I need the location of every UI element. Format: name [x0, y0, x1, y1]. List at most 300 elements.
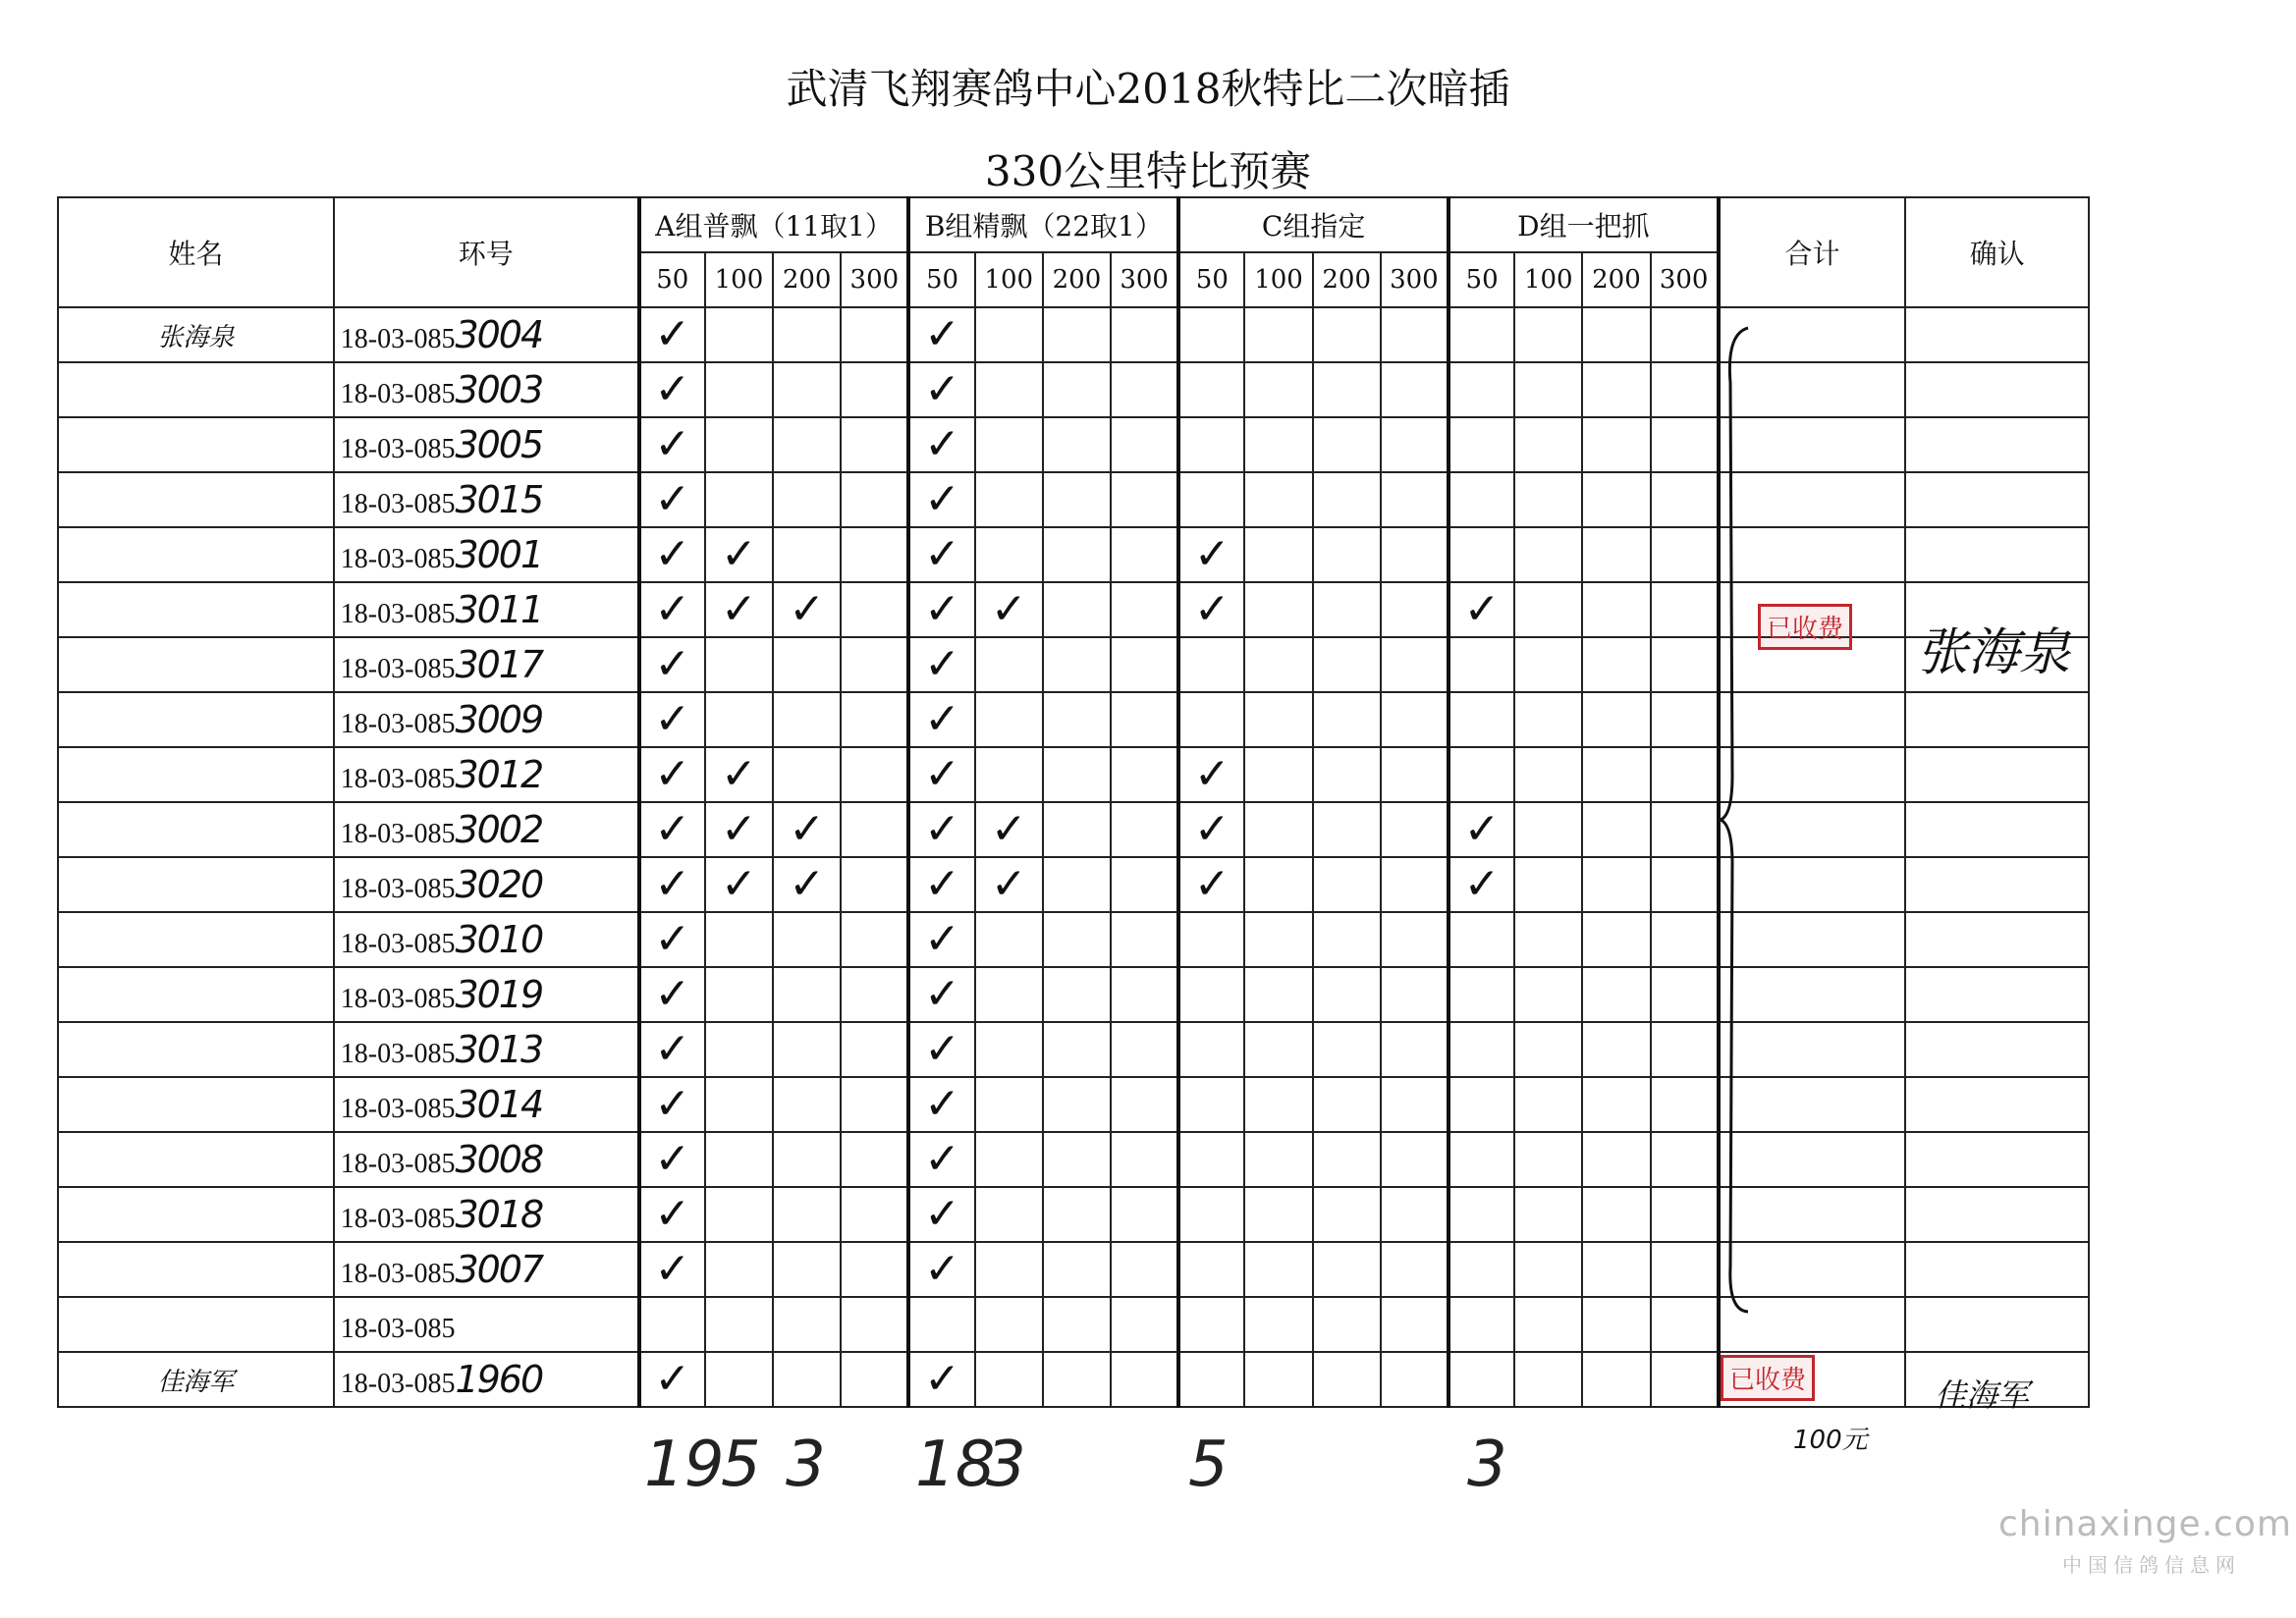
check-cell-b-50 [908, 1187, 974, 1242]
check-mark-icon: ✓ [721, 584, 757, 634]
ring-number-cell [334, 362, 639, 417]
check-cell-d-300 [1651, 1132, 1719, 1187]
group-brace [1719, 324, 1752, 1316]
check-cell-c-50 [1178, 1132, 1244, 1187]
header-total: 合计 [1719, 197, 1906, 307]
check-cell-d-300 [1651, 1242, 1719, 1297]
ring-prefix: 18-03-085 [340, 819, 456, 849]
check-cell-d-50 [1449, 1077, 1514, 1132]
check-mark-icon: ✓ [924, 639, 960, 689]
confirm-cell [1905, 417, 2089, 472]
total-d-50: 3 [1467, 1429, 1507, 1501]
check-cell-d-300 [1651, 472, 1719, 527]
ring-suffix-handwritten: 3002 [455, 808, 543, 851]
check-mark-icon: ✓ [924, 914, 960, 964]
table-row [58, 747, 2089, 802]
check-cell-a-50 [639, 1132, 705, 1187]
check-cell-c-300 [1381, 362, 1449, 417]
check-cell-b-200 [1043, 912, 1111, 967]
check-cell-a-50 [639, 1187, 705, 1242]
check-cell-d-100 [1514, 1187, 1582, 1242]
check-cell-d-100 [1514, 582, 1582, 637]
check-cell-c-200 [1313, 417, 1381, 472]
ring-prefix: 18-03-085 [340, 1259, 456, 1289]
check-mark-icon: ✓ [990, 804, 1027, 854]
check-cell-d-50 [1449, 1187, 1514, 1242]
owner-name-cell [58, 582, 334, 637]
ring-number-cell [334, 857, 639, 912]
check-cell-a-300 [841, 1187, 908, 1242]
check-cell-c-300 [1381, 1242, 1449, 1297]
entry-table [57, 196, 2090, 1408]
check-cell-c-100 [1244, 637, 1312, 692]
ring-suffix-handwritten: 3001 [455, 533, 543, 576]
check-cell-b-100 [975, 857, 1043, 912]
check-cell-b-300 [1111, 802, 1178, 857]
ring-suffix-handwritten: 3004 [455, 313, 543, 356]
owner-name-cell [58, 1132, 334, 1187]
dist-b-200: 200 [1043, 252, 1111, 307]
check-cell-d-100 [1514, 472, 1582, 527]
total-a-50: 19 [644, 1429, 725, 1501]
check-cell-c-200 [1313, 307, 1381, 362]
confirm-cell [1905, 1242, 2089, 1297]
check-cell-a-200 [773, 1132, 841, 1187]
check-mark-icon: ✓ [654, 1189, 691, 1239]
check-cell-c-100 [1244, 692, 1312, 747]
check-cell-b-200 [1043, 472, 1111, 527]
check-cell-b-300 [1111, 417, 1178, 472]
check-cell-d-200 [1582, 472, 1650, 527]
check-cell-a-100 [705, 637, 773, 692]
table-row [58, 857, 2089, 912]
check-cell-c-200 [1313, 1022, 1381, 1077]
check-cell-b-300 [1111, 747, 1178, 802]
owner-name-cell [58, 1022, 334, 1077]
ring-prefix: 18-03-085 [340, 764, 456, 794]
check-cell-d-300 [1651, 307, 1719, 362]
check-cell-a-100 [705, 1242, 773, 1297]
check-cell-d-200 [1582, 747, 1650, 802]
check-cell-c-100 [1244, 802, 1312, 857]
check-cell-b-50 [908, 362, 974, 417]
owner-name-cell [58, 472, 334, 527]
check-cell-b-100 [975, 637, 1043, 692]
check-cell-b-100 [975, 1077, 1043, 1132]
ring-prefix: 18-03-085 [340, 1369, 456, 1399]
check-cell-d-200 [1582, 692, 1650, 747]
check-mark-icon: ✓ [721, 804, 757, 854]
check-cell-c-200 [1313, 1187, 1381, 1242]
check-cell-d-100 [1514, 912, 1582, 967]
dist-d-50: 50 [1449, 252, 1514, 307]
total-a-200: 3 [786, 1429, 826, 1501]
check-mark-icon: ✓ [654, 309, 691, 359]
check-cell-d-50 [1449, 912, 1514, 967]
check-cell-c-50 [1178, 307, 1244, 362]
check-cell-a-300 [841, 1022, 908, 1077]
check-cell-d-200 [1582, 967, 1650, 1022]
check-cell-c-200 [1313, 362, 1381, 417]
check-cell-c-100 [1244, 857, 1312, 912]
check-cell-b-200 [1043, 1077, 1111, 1132]
ring-number-cell [334, 637, 639, 692]
check-cell-d-50 [1449, 747, 1514, 802]
check-cell-d-100 [1514, 527, 1582, 582]
ring-number-cell [334, 1132, 639, 1187]
check-cell-a-50 [639, 747, 705, 802]
check-cell-a-100 [705, 307, 773, 362]
owner-name-cell [58, 967, 334, 1022]
ring-suffix-handwritten: 3020 [455, 863, 543, 906]
check-cell-b-200 [1043, 582, 1111, 637]
dist-a-200: 200 [773, 252, 841, 307]
check-cell-d-50 [1449, 857, 1514, 912]
ring-number-cell [334, 802, 639, 857]
check-cell-a-300 [841, 857, 908, 912]
table-row [58, 1077, 2089, 1132]
check-mark-icon: ✓ [1463, 804, 1501, 854]
dist-b-300: 300 [1111, 252, 1178, 307]
check-mark-icon: ✓ [654, 1244, 691, 1294]
paid-stamp-1: 已收费 [1758, 604, 1852, 650]
owner-name-cell: 张海泉 [58, 307, 334, 362]
ring-number-cell [334, 1187, 639, 1242]
check-cell-b-300 [1111, 1022, 1178, 1077]
check-mark-icon: ✓ [990, 584, 1027, 634]
check-cell-d-300 [1651, 417, 1719, 472]
owner-name-cell [58, 1242, 334, 1297]
check-cell-c-100 [1244, 1297, 1312, 1352]
table-row [58, 802, 2089, 857]
check-mark-icon: ✓ [924, 1189, 960, 1239]
dist-c-200: 200 [1313, 252, 1381, 307]
table-row [58, 692, 2089, 747]
check-cell-a-300 [841, 1077, 908, 1132]
header-name: 姓名 [58, 197, 334, 307]
check-cell-c-300 [1381, 692, 1449, 747]
check-cell-b-200 [1043, 417, 1111, 472]
check-mark-icon: ✓ [654, 694, 691, 744]
ring-suffix-handwritten: 3018 [455, 1193, 543, 1236]
check-cell-d-200 [1582, 637, 1650, 692]
check-cell-c-300 [1381, 857, 1449, 912]
check-cell-b-50 [908, 527, 974, 582]
check-cell-a-200 [773, 747, 841, 802]
check-mark-icon: ✓ [924, 859, 960, 909]
dist-c-100: 100 [1244, 252, 1312, 307]
check-cell-d-100 [1514, 967, 1582, 1022]
check-cell-c-50 [1178, 527, 1244, 582]
check-cell-c-200 [1313, 637, 1381, 692]
owner-name-cell [58, 1077, 334, 1132]
ring-suffix-handwritten: 1960 [455, 1358, 543, 1401]
total-a-100: 5 [721, 1429, 761, 1501]
ring-number-cell [334, 582, 639, 637]
dist-b-50: 50 [908, 252, 974, 307]
check-cell-d-300 [1651, 527, 1719, 582]
check-cell-c-100 [1244, 362, 1312, 417]
table-row [58, 362, 2089, 417]
check-cell-c-50 [1178, 362, 1244, 417]
confirm-cell [1905, 692, 2089, 747]
owner-name-cell [58, 527, 334, 582]
check-cell-a-100 [705, 1132, 773, 1187]
check-cell-a-50 [639, 1022, 705, 1077]
ring-prefix: 18-03-085 [340, 1149, 456, 1179]
check-cell-a-50 [639, 912, 705, 967]
check-cell-b-50 [908, 912, 974, 967]
check-cell-b-200 [1043, 307, 1111, 362]
check-cell-b-300 [1111, 582, 1178, 637]
ring-prefix: 18-03-085 [340, 1204, 456, 1234]
header-group-b: B组精飘（22取1） [908, 197, 1178, 252]
check-mark-icon: ✓ [924, 364, 960, 414]
check-cell-a-100 [705, 1352, 773, 1407]
check-cell-c-200 [1313, 527, 1381, 582]
check-cell-a-50 [639, 1077, 705, 1132]
check-cell-b-300 [1111, 1242, 1178, 1297]
ring-number-cell [334, 1022, 639, 1077]
check-cell-b-50 [908, 582, 974, 637]
check-cell-c-50 [1178, 692, 1244, 747]
check-cell-a-300 [841, 527, 908, 582]
check-cell-d-200 [1582, 912, 1650, 967]
check-cell-d-100 [1514, 1297, 1582, 1352]
dist-a-50: 50 [639, 252, 705, 307]
ring-suffix-handwritten: 3017 [455, 643, 543, 686]
check-cell-a-100 [705, 747, 773, 802]
ring-prefix: 18-03-085 [340, 324, 456, 354]
check-cell-a-300 [841, 747, 908, 802]
check-cell-c-200 [1313, 1242, 1381, 1297]
ring-prefix: 18-03-085 [340, 1039, 456, 1069]
ring-prefix: 18-03-085 [340, 654, 456, 684]
check-cell-a-100 [705, 912, 773, 967]
check-cell-d-50 [1449, 307, 1514, 362]
check-cell-c-50 [1178, 582, 1244, 637]
check-cell-b-200 [1043, 1352, 1111, 1407]
owner-name-cell [58, 1187, 334, 1242]
check-mark-icon: ✓ [654, 474, 691, 524]
check-cell-a-200 [773, 912, 841, 967]
ring-suffix-handwritten: 3007 [455, 1248, 543, 1291]
ring-suffix-handwritten: 3008 [455, 1138, 543, 1181]
check-cell-a-50 [639, 967, 705, 1022]
table-row [58, 1242, 2089, 1297]
check-cell-a-50 [639, 582, 705, 637]
check-cell-b-300 [1111, 1077, 1178, 1132]
check-mark-icon: ✓ [924, 474, 960, 524]
check-cell-a-50 [639, 1242, 705, 1297]
check-cell-d-100 [1514, 1132, 1582, 1187]
ring-suffix-handwritten: 3011 [455, 588, 543, 631]
check-cell-a-200 [773, 802, 841, 857]
check-mark-icon: ✓ [789, 804, 826, 854]
check-cell-c-50 [1178, 417, 1244, 472]
check-cell-c-300 [1381, 472, 1449, 527]
check-cell-d-300 [1651, 1352, 1719, 1407]
table-row [58, 472, 2089, 527]
dist-b-100: 100 [975, 252, 1043, 307]
check-cell-b-300 [1111, 857, 1178, 912]
confirm-cell [1905, 967, 2089, 1022]
check-cell-b-300 [1111, 362, 1178, 417]
check-cell-c-100 [1244, 1242, 1312, 1297]
check-mark-icon: ✓ [654, 419, 691, 469]
check-cell-b-200 [1043, 967, 1111, 1022]
check-cell-d-100 [1514, 857, 1582, 912]
table-row [58, 527, 2089, 582]
check-cell-d-200 [1582, 1132, 1650, 1187]
form-subtitle: 330公里特比预赛 [984, 147, 1312, 195]
check-cell-a-200 [773, 472, 841, 527]
check-cell-c-50 [1178, 857, 1244, 912]
check-cell-a-100 [705, 472, 773, 527]
check-cell-a-200 [773, 307, 841, 362]
check-mark-icon: ✓ [924, 804, 960, 854]
check-cell-b-50 [908, 747, 974, 802]
check-cell-d-200 [1582, 362, 1650, 417]
check-cell-c-200 [1313, 1352, 1381, 1407]
check-cell-d-200 [1582, 307, 1650, 362]
table-row [58, 417, 2089, 472]
check-cell-c-300 [1381, 527, 1449, 582]
check-mark-icon: ✓ [924, 1354, 960, 1404]
check-cell-c-50 [1178, 1352, 1244, 1407]
confirm-cell [1905, 747, 2089, 802]
check-cell-a-200 [773, 362, 841, 417]
header-ring: 环号 [334, 197, 639, 307]
check-cell-d-50 [1449, 472, 1514, 527]
check-cell-b-100 [975, 1297, 1043, 1352]
check-cell-c-300 [1381, 747, 1449, 802]
dist-c-300: 300 [1381, 252, 1449, 307]
check-cell-c-50 [1178, 747, 1244, 802]
check-cell-c-50 [1178, 1187, 1244, 1242]
check-cell-a-200 [773, 1187, 841, 1242]
check-cell-a-300 [841, 1352, 908, 1407]
check-cell-a-300 [841, 582, 908, 637]
ring-suffix-handwritten: 3015 [455, 478, 543, 521]
check-mark-icon: ✓ [654, 1024, 691, 1074]
check-mark-icon: ✓ [654, 1079, 691, 1129]
owner-name-cell [58, 417, 334, 472]
check-cell-a-100 [705, 967, 773, 1022]
check-cell-b-300 [1111, 307, 1178, 362]
confirm-cell [1905, 472, 2089, 527]
check-cell-b-50 [908, 1352, 974, 1407]
check-cell-b-50 [908, 857, 974, 912]
check-cell-b-100 [975, 1187, 1043, 1242]
check-cell-d-50 [1449, 1352, 1514, 1407]
check-cell-b-200 [1043, 1297, 1111, 1352]
check-cell-d-300 [1651, 1077, 1719, 1132]
confirm-cell [1905, 1132, 2089, 1187]
table-row [58, 307, 2089, 362]
check-cell-a-50 [639, 692, 705, 747]
check-cell-b-300 [1111, 967, 1178, 1022]
check-cell-b-50 [908, 802, 974, 857]
check-cell-a-100 [705, 857, 773, 912]
check-cell-b-50 [908, 307, 974, 362]
check-cell-b-300 [1111, 912, 1178, 967]
check-cell-d-200 [1582, 417, 1650, 472]
ring-number-cell [334, 527, 639, 582]
check-mark-icon: ✓ [1193, 749, 1230, 799]
table-row [58, 1022, 2089, 1077]
check-cell-b-200 [1043, 1187, 1111, 1242]
check-cell-a-100 [705, 1187, 773, 1242]
check-cell-c-300 [1381, 912, 1449, 967]
check-cell-c-100 [1244, 912, 1312, 967]
check-cell-a-300 [841, 692, 908, 747]
ring-prefix: 18-03-085 [340, 929, 456, 959]
total-b-50: 18 [915, 1429, 996, 1501]
check-cell-c-300 [1381, 1077, 1449, 1132]
check-cell-d-50 [1449, 1132, 1514, 1187]
check-cell-b-100 [975, 417, 1043, 472]
check-cell-d-50 [1449, 692, 1514, 747]
check-cell-d-200 [1582, 1297, 1650, 1352]
check-cell-a-50 [639, 802, 705, 857]
entry-rows [58, 307, 2089, 1407]
check-cell-d-100 [1514, 307, 1582, 362]
check-cell-c-100 [1244, 527, 1312, 582]
check-cell-c-300 [1381, 637, 1449, 692]
check-cell-b-200 [1043, 692, 1111, 747]
check-mark-icon: ✓ [1193, 859, 1230, 909]
check-cell-a-200 [773, 967, 841, 1022]
owner-name-cell [58, 1297, 334, 1352]
watermark-caption: 中国信鸽信息网 [2062, 1553, 2241, 1577]
check-mark-icon: ✓ [654, 639, 691, 689]
check-cell-b-50 [908, 1242, 974, 1297]
check-cell-a-50 [639, 307, 705, 362]
check-cell-d-300 [1651, 692, 1719, 747]
ring-suffix-handwritten: 3009 [455, 698, 543, 741]
check-cell-b-100 [975, 307, 1043, 362]
check-cell-c-300 [1381, 1132, 1449, 1187]
dist-c-50: 50 [1178, 252, 1244, 307]
check-cell-c-300 [1381, 1187, 1449, 1242]
check-cell-c-100 [1244, 967, 1312, 1022]
check-cell-c-200 [1313, 582, 1381, 637]
check-cell-c-100 [1244, 747, 1312, 802]
check-cell-b-200 [1043, 362, 1111, 417]
check-cell-a-300 [841, 802, 908, 857]
check-mark-icon: ✓ [654, 584, 691, 634]
check-cell-a-300 [841, 967, 908, 1022]
check-cell-c-200 [1313, 1297, 1381, 1352]
check-cell-d-200 [1582, 1187, 1650, 1242]
check-cell-d-300 [1651, 1187, 1719, 1242]
check-mark-icon: ✓ [789, 584, 826, 634]
check-cell-c-300 [1381, 417, 1449, 472]
check-cell-c-50 [1178, 1077, 1244, 1132]
check-cell-b-200 [1043, 1242, 1111, 1297]
table-row [58, 1297, 2089, 1352]
owner-name-cell [58, 362, 334, 417]
check-cell-a-50 [639, 417, 705, 472]
check-cell-d-50 [1449, 527, 1514, 582]
owner-name-cell [58, 747, 334, 802]
ring-suffix-handwritten: 3012 [455, 753, 543, 796]
check-cell-c-200 [1313, 1132, 1381, 1187]
check-cell-a-100 [705, 1022, 773, 1077]
check-cell-c-300 [1381, 802, 1449, 857]
check-cell-a-300 [841, 307, 908, 362]
